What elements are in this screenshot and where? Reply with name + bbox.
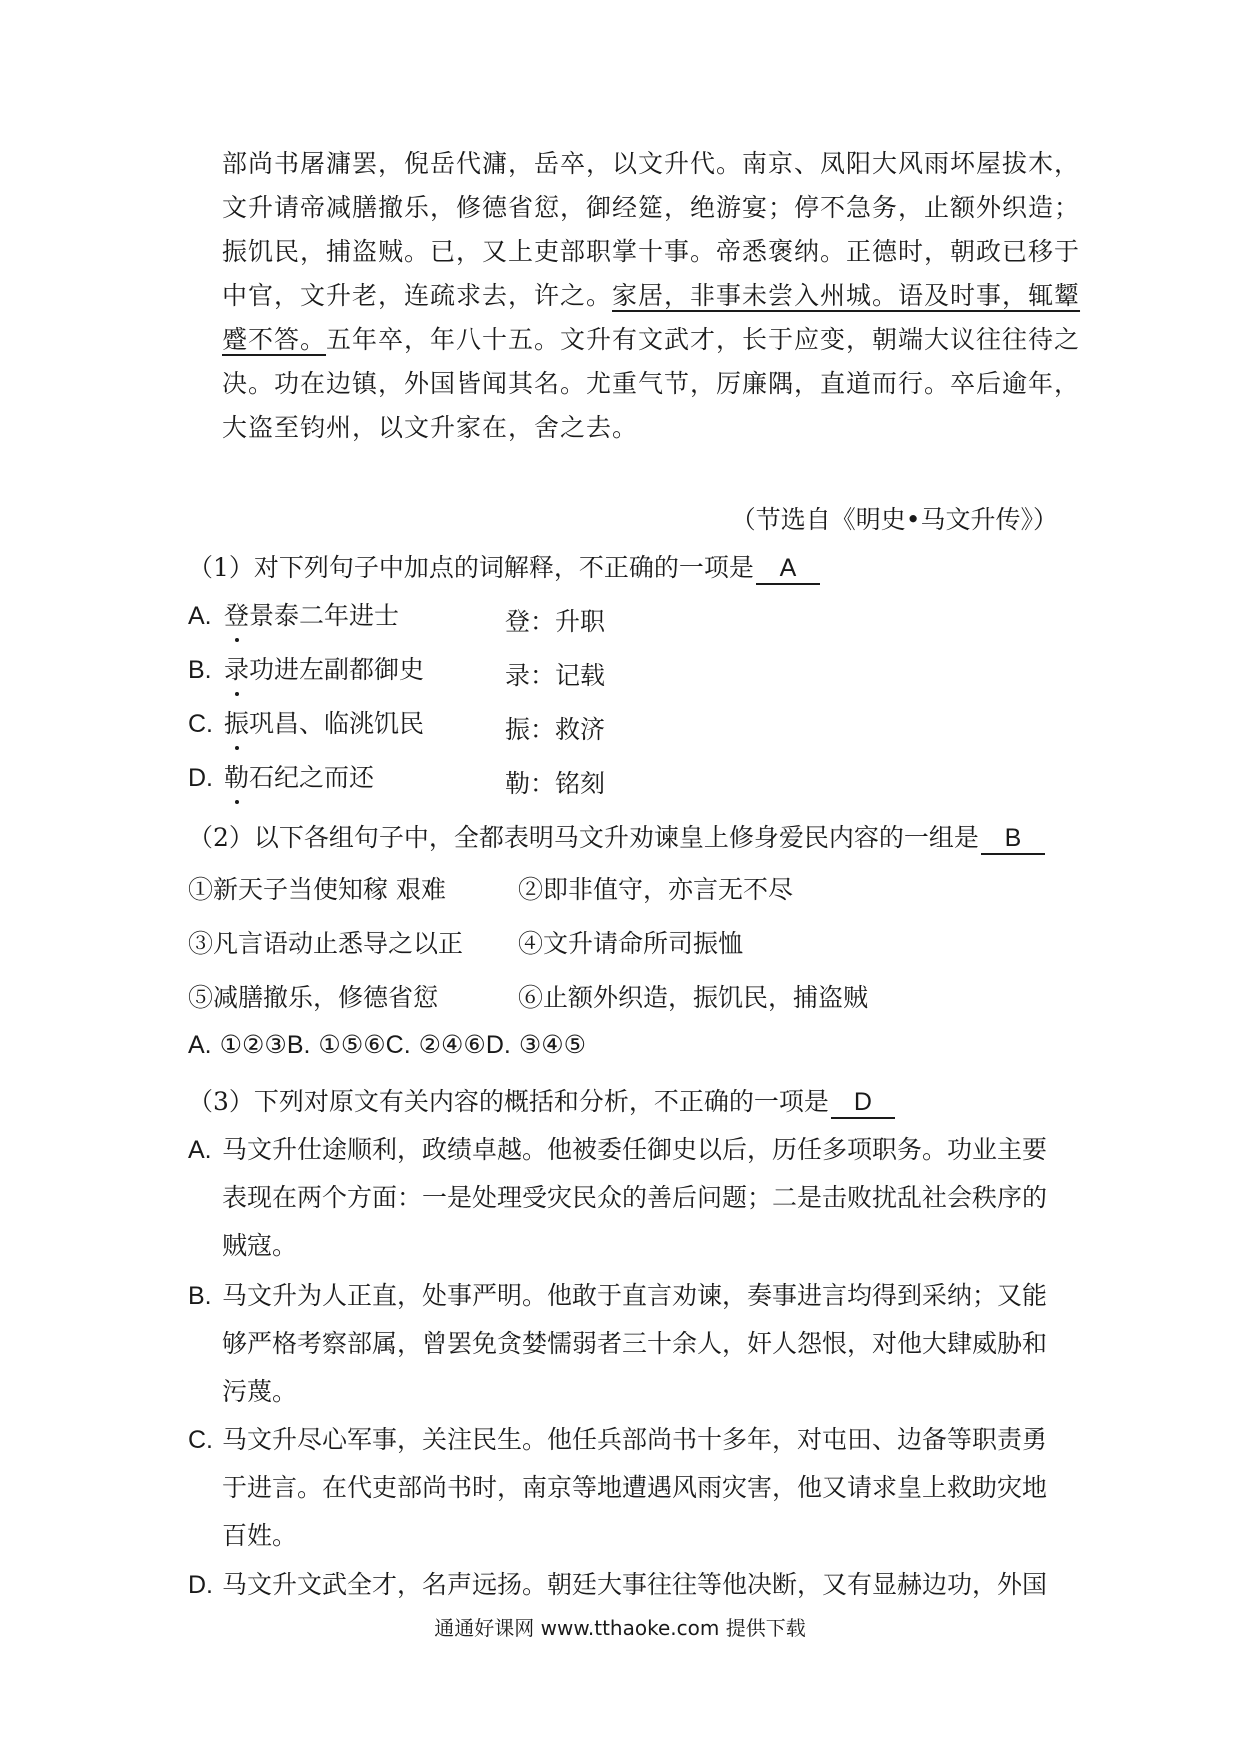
passage-line (222, 276, 1080, 312)
q2-item: ④文升请命所司振恤 (518, 929, 744, 958)
option-text: 巩昌、临洮饥民 (249, 709, 425, 738)
question-1-prompt (188, 548, 820, 585)
choice-text: ①②③ (219, 1030, 287, 1059)
option-letter: D. (188, 1571, 213, 1599)
option-text: 石纪之而还 (249, 763, 375, 792)
passage-text: 中官，文升老，连疏求去，许之。 (222, 281, 613, 310)
passage-line: 部尚书屠滽罢，倪岳代滽，岳卒，以文升代。南京、凤阳大风雨坏屋拔木， (222, 149, 1081, 178)
q1-option-b (188, 650, 424, 686)
source-citation: （节选自《明史•马文升传》） (730, 505, 1058, 534)
dotted-char: 录 (224, 650, 249, 686)
choice-text: ①⑤⑥ (318, 1030, 386, 1059)
option-text: 景泰二年进士 (249, 601, 400, 630)
passage-line: 决。功在边镇，外国皆闻其名。尤重气节，厉廉隅，直道而行。卒后逾年， (222, 369, 1081, 398)
option-text: 百姓。 (222, 1521, 298, 1550)
option-letter: B. (188, 656, 212, 684)
dotted-char: 勒 (224, 758, 249, 794)
option-text: 表现在两个方面：一是处理受灾民众的善后问题；二是击败扰乱社会秩序的 (222, 1183, 1048, 1212)
q2-choices (188, 1030, 586, 1060)
dotted-char: 登 (224, 596, 249, 632)
option-text: 于进言。在代吏部尚书时，南京等地遭遇风雨灾害，他又请求皇上救助灾地 (222, 1473, 1048, 1502)
underlined-sentence: 蹙不答。 (222, 325, 327, 354)
answer-blank: B (981, 824, 1045, 855)
option-text: 马文升为人正直，处事严明。他敢于直言劝谏，奏事进言均得到采纳；又能 (222, 1281, 1048, 1310)
passage-line: 文升请帝减膳撤乐，修德省愆，御经筵，绝游宴；停不急务，止额外织造； (222, 193, 1081, 222)
option-letter: A. (188, 1136, 212, 1164)
q1-gloss-b: 录：记载 (505, 661, 606, 690)
dotted-char: 振 (224, 704, 249, 740)
choice-text: ③④⑤ (518, 1030, 587, 1059)
option-text: 马文升文武全才，名声远扬。朝廷大事往往等他决断，又有显赫边功，外国 (222, 1570, 1048, 1599)
choice-letter: A. (188, 1031, 212, 1059)
q1-gloss-c: 振：救济 (505, 715, 606, 744)
q2-item: ⑤减膳撤乐，修德省愆 (188, 983, 439, 1012)
q1-option-d (188, 758, 374, 794)
q1-gloss-d: 勒：铭刻 (505, 769, 606, 798)
q1-option-a (188, 596, 399, 632)
option-letter: D. (188, 764, 213, 792)
question-2-prompt (188, 818, 1045, 855)
question-text: （2）以下各组句子中，全都表明马文升劝谏皇上修身爱民内容的一组是 (188, 823, 979, 852)
question-text: （3）下列对原文有关内容的概括和分析，不正确的一项是 (188, 1087, 829, 1116)
passage-line (222, 320, 1080, 356)
option-text: 贼寇。 (222, 1231, 298, 1260)
underlined-sentence: 家居，非事未尝入州城。语及时事，辄颦 (612, 281, 1081, 310)
q1-gloss-a: 登：升职 (505, 607, 606, 636)
option-text: 污蔑。 (222, 1377, 298, 1406)
passage-line: 振饥民，捕盗贼。已，又上吏部职掌十事。帝悉褒纳。正德时，朝政已移于 (222, 237, 1081, 266)
answer-blank: A (756, 554, 820, 585)
q1-option-c (188, 704, 424, 740)
option-letter: C. (188, 710, 213, 738)
option-text: 马文升仕途顺利，政绩卓越。他被委任御史以后，历任多项职务。功业主要 (222, 1135, 1048, 1164)
q2-item: ②即非值守，亦言无不尽 (518, 875, 794, 904)
option-letter: C. (188, 1426, 213, 1454)
option-text: 够严格考察部属，曾罢免贪婪懦弱者三十余人，奸人怨恨，对他大肆威胁和 (222, 1329, 1048, 1358)
q2-item: ①新天子当使知稼 艰难 (188, 875, 446, 904)
q2-item: ⑥止额外织造，振饥民，捕盗贼 (518, 983, 869, 1012)
choice-letter: B. (286, 1031, 311, 1059)
question-text: （1）对下列句子中加点的词解释，不正确的一项是 (188, 553, 754, 582)
choice-text: ②④⑥ (418, 1030, 486, 1059)
choice-letter: D. (485, 1031, 511, 1059)
option-text: 功进左副都御史 (249, 655, 425, 684)
option-letter: A. (188, 602, 212, 630)
option-text: 马文升尽心军事，关注民生。他任兵部尚书十多年，对屯田、边备等职责勇 (222, 1425, 1048, 1454)
option-letter: B. (188, 1282, 212, 1310)
passage-line: 大盗至钧州，以文升家在，舍之去。 (222, 413, 639, 442)
q2-item: ③凡言语动止悉导之以正 (188, 929, 464, 958)
page-footer: 通通好课网 www.tthaoke.com 提供下载 (434, 1616, 806, 1640)
choice-letter: C. (385, 1031, 411, 1059)
passage-text: 五年卒，年八十五。文升有文武才，长于应变，朝端大议往往待之 (326, 325, 1081, 354)
question-3-prompt (188, 1082, 895, 1119)
answer-blank: D (831, 1088, 895, 1119)
